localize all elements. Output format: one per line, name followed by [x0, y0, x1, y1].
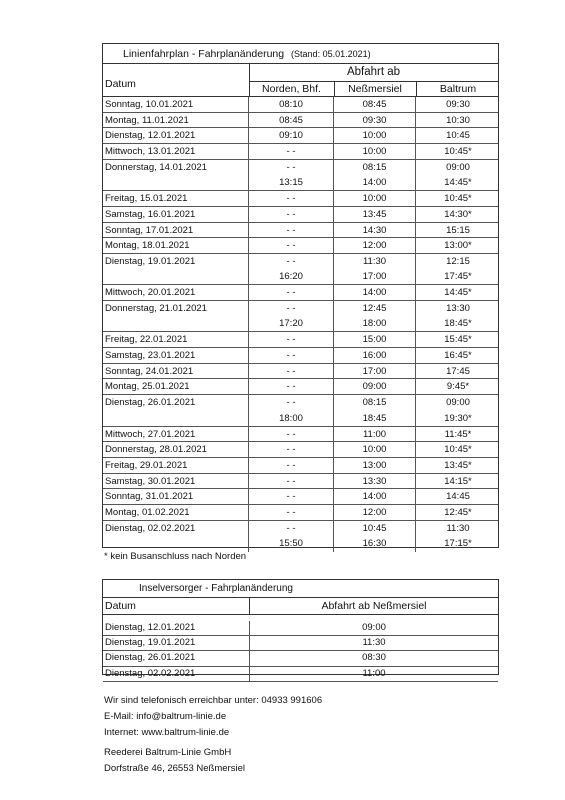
nessmersiel-time: 16:00 — [362, 350, 387, 362]
date-cell — [103, 521, 249, 552]
table-row — [103, 621, 498, 636]
baltrum-time-cell — [416, 285, 500, 300]
norden-time: - - — [286, 208, 296, 220]
norden-time-cell — [249, 427, 334, 442]
norden-time-cell — [249, 254, 334, 284]
norden-time: - - — [286, 365, 296, 377]
nessmersiel-time: 17:00 — [362, 365, 387, 377]
date-cell — [103, 442, 249, 457]
departure-time: 11:00 — [249, 667, 498, 681]
baltrum-time: 15:45* — [444, 334, 472, 346]
baltrum-time-cell — [416, 505, 500, 520]
date-text: Freitag, 15.01.2021 — [105, 193, 188, 205]
inselversorger-title: Inselversorger - Fahrplanänderung — [103, 580, 498, 598]
table-row — [103, 651, 498, 666]
norden-time: - - — [286, 506, 296, 518]
nessmersiel-time: 10:00 — [362, 130, 387, 142]
nessmersiel-time: 14:30 — [362, 224, 387, 236]
table-row — [103, 113, 498, 129]
table-row — [103, 458, 498, 474]
baltrum-time: 13:30 — [446, 302, 470, 314]
nessmersiel-time-cell — [334, 364, 416, 379]
header-datum: Datum — [105, 78, 136, 90]
norden-time-cell — [249, 395, 334, 425]
norden-time: - - — [286, 522, 296, 534]
main-title-text: Linienfahrplan - Fahrplanänderung — [123, 48, 285, 60]
header-col-norden: Norden, Bhf. — [262, 83, 321, 95]
nessmersiel-time: 10:00 — [362, 444, 387, 456]
nessmersiel-time-cell — [334, 489, 416, 504]
date-text: Sonntag, 17.01.2021 — [105, 224, 194, 236]
norden-time-cell — [249, 144, 334, 159]
date-cell — [103, 144, 249, 159]
norden-time: - - — [286, 193, 296, 205]
inselversorger-rows — [103, 615, 498, 682]
date-cell — [103, 128, 249, 143]
baltrum-time: 11:45* — [444, 428, 472, 440]
date-text: Mittwoch, 27.01.2021 — [105, 428, 196, 440]
nessmersiel-time: 11:30 — [362, 255, 387, 267]
nessmersiel-time-cell — [334, 160, 416, 190]
date-text: Sonntag, 10.01.2021 — [105, 99, 194, 110]
date-text: Mittwoch, 13.01.2021 — [105, 146, 196, 158]
norden-time: - - — [286, 459, 296, 471]
norden-time-cell — [249, 285, 334, 300]
date-text: Dienstag, 26.01.2021 — [105, 652, 196, 664]
baltrum-time: 13:00* — [444, 240, 472, 252]
nessmersiel-time: 11:00 — [362, 428, 387, 440]
nessmersiel-time-cell — [334, 332, 416, 347]
date-text: Mittwoch, 20.01.2021 — [105, 287, 196, 299]
norden-time: - - — [286, 381, 296, 393]
contact-block — [104, 693, 322, 741]
nessmersiel-time: 18:00 — [362, 318, 387, 330]
baltrum-time-cell — [416, 238, 500, 253]
table-row — [103, 489, 498, 505]
nessmersiel-time: 14:00 — [362, 491, 387, 503]
norden-time: - - — [286, 444, 296, 456]
date-text: Dienstag, 02.02.2021 — [105, 667, 196, 679]
nessmersiel-time-cell — [334, 128, 416, 143]
contact-email: E-Mail: info@baltrum-linie.de — [104, 711, 227, 722]
date-text: Freitag, 22.01.2021 — [105, 334, 188, 346]
norden-time: - - — [286, 475, 296, 487]
date-text: Dienstag, 19.01.2021 — [105, 637, 196, 649]
nessmersiel-time: 16:30 — [362, 538, 387, 550]
nessmersiel-time: 13:45 — [362, 208, 387, 220]
date-text: Samstag, 30.01.2021 — [105, 475, 196, 487]
nessmersiel-time: 10:00 — [362, 146, 387, 158]
table-row — [103, 348, 498, 364]
main-timetable-rows — [103, 97, 498, 552]
date-cell — [103, 395, 249, 425]
norden-time-cell — [249, 348, 334, 363]
header-abfahrt: Abfahrt ab — [249, 64, 498, 82]
table-row — [103, 285, 498, 301]
nessmersiel-time: 08:45 — [362, 99, 387, 110]
nessmersiel-time-cell — [334, 348, 416, 363]
norden-time: - - — [286, 397, 296, 409]
table-row — [103, 395, 498, 426]
contact-phone: Wir sind telefonisch erreichbar unter: 04933 991606 — [104, 695, 323, 706]
norden-time: - - — [286, 428, 296, 440]
norden-time: - - — [286, 255, 296, 267]
baltrum-time: 17:45 — [446, 365, 470, 377]
baltrum-time-cell — [416, 364, 500, 379]
nessmersiel-time: 17:00 — [362, 271, 387, 283]
baltrum-time: 10:45* — [444, 146, 472, 158]
table-row — [103, 379, 498, 395]
nessmersiel-time: 10:00 — [362, 193, 387, 205]
date-text: Dienstag, 12.01.2021 — [105, 622, 196, 633]
baltrum-time: 12:15 — [446, 255, 470, 267]
table-row — [103, 427, 498, 443]
date-text: Donnerstag, 28.01.2021 — [105, 444, 207, 456]
table-row — [103, 128, 498, 144]
norden-time-cell — [249, 489, 334, 504]
norden-time: - - — [286, 240, 296, 252]
baltrum-time: 15:15 — [446, 224, 470, 236]
nessmersiel-time: 12:00 — [362, 240, 387, 252]
table-row — [103, 207, 498, 223]
departure-time: 09:00 — [249, 621, 498, 635]
nessmersiel-time-cell — [334, 113, 416, 128]
baltrum-time-cell — [416, 427, 500, 442]
baltrum-time-cell — [416, 144, 500, 159]
norden-time-cell — [249, 458, 334, 473]
date-cell — [103, 223, 249, 238]
nessmersiel-time: 12:45 — [362, 302, 387, 314]
norden-time-cell — [249, 474, 334, 489]
baltrum-time: 10:45* — [444, 193, 472, 205]
baltrum-time: 14:45* — [444, 287, 472, 299]
nessmersiel-time: 08:15 — [362, 161, 387, 173]
nessmersiel-time: 10:45 — [362, 522, 387, 534]
norden-time: 09:10 — [279, 130, 303, 142]
baltrum-time-cell — [416, 113, 500, 128]
norden-time: 16:20 — [279, 271, 303, 283]
company-address: Dorfstraße 46, 26553 Neßmersiel — [104, 763, 245, 774]
baltrum-time: 17:15* — [444, 538, 472, 550]
nessmersiel-time-cell — [334, 285, 416, 300]
inselversorger-header-datum: Datum — [105, 600, 136, 612]
table-row — [103, 332, 498, 348]
norden-time: 08:45 — [279, 114, 303, 126]
date-text: Dienstag, 12.01.2021 — [105, 130, 196, 142]
header-col-baltrum: Baltrum — [439, 83, 477, 95]
baltrum-time: 09:00 — [446, 161, 470, 173]
date-cell — [103, 427, 249, 442]
nessmersiel-time-cell — [334, 505, 416, 520]
norden-time-cell — [249, 379, 334, 394]
baltrum-time: 10:45 — [446, 130, 470, 142]
baltrum-time-cell — [416, 395, 500, 425]
baltrum-time-cell — [416, 474, 500, 489]
date-text: Montag, 25.01.2021 — [105, 381, 190, 393]
date-cell — [103, 285, 249, 300]
inselversorger-header — [103, 598, 498, 615]
norden-time-cell — [249, 113, 334, 128]
norden-time-cell — [249, 128, 334, 143]
nessmersiel-time: 09:00 — [362, 381, 387, 393]
baltrum-time-cell — [416, 458, 500, 473]
nessmersiel-time: 08:15 — [362, 397, 387, 409]
norden-time-cell — [249, 364, 334, 379]
departure-time: 08:30 — [249, 651, 498, 665]
baltrum-time-cell — [416, 301, 500, 331]
date-cell — [103, 301, 249, 331]
norden-time: - - — [286, 491, 296, 503]
nessmersiel-time-cell — [334, 238, 416, 253]
norden-time: 17:20 — [279, 318, 303, 330]
norden-time-cell — [249, 505, 334, 520]
baltrum-time: 17:45* — [444, 271, 472, 283]
nessmersiel-time: 18:45 — [362, 412, 387, 424]
main-timetable — [102, 43, 499, 548]
table-row — [103, 442, 498, 458]
nessmersiel-time-cell — [334, 458, 416, 473]
nessmersiel-time-cell — [334, 521, 416, 552]
date-text: Montag, 11.01.2021 — [105, 114, 189, 126]
date-text: Samstag, 16.01.2021 — [105, 208, 196, 220]
baltrum-time: 18:45* — [444, 318, 472, 330]
date-cell — [103, 191, 249, 206]
date-cell — [103, 458, 249, 473]
norden-time: - - — [286, 334, 296, 346]
date-text: Samstag, 23.01.2021 — [105, 350, 196, 362]
table-row — [103, 97, 498, 113]
norden-time-cell — [249, 207, 334, 222]
nessmersiel-time-cell — [334, 301, 416, 331]
main-title-stand: (Stand: 05.01.2021) — [291, 49, 371, 59]
date-text: Dienstag, 19.01.2021 — [105, 255, 196, 267]
main-timetable-title — [103, 44, 498, 64]
date-cell — [103, 160, 249, 190]
date-cell — [103, 474, 249, 489]
date-cell — [103, 505, 249, 520]
departure-time: 11:30 — [249, 636, 498, 650]
baltrum-time: 16:45* — [444, 350, 472, 362]
date-cell — [103, 489, 249, 504]
norden-time: - - — [286, 161, 296, 173]
baltrum-time-cell — [416, 379, 500, 394]
baltrum-time-cell — [416, 191, 500, 206]
date-text: Montag, 01.02.2021 — [105, 506, 190, 518]
baltrum-time: 13:45* — [444, 459, 472, 471]
table-row — [103, 667, 498, 682]
date-cell — [103, 364, 249, 379]
baltrum-time: 14:15* — [444, 475, 472, 487]
norden-time-cell — [249, 223, 334, 238]
date-cell — [103, 97, 249, 112]
nessmersiel-time-cell — [334, 395, 416, 425]
date-cell — [103, 238, 249, 253]
norden-time: 08:10 — [279, 99, 303, 110]
date-cell — [103, 332, 249, 347]
date-text: Sonntag, 24.01.2021 — [105, 365, 194, 377]
norden-time-cell — [249, 442, 334, 457]
table-row — [103, 521, 498, 552]
norden-time-cell — [249, 97, 334, 112]
company-name: Reederei Baltrum-Linie GmbH — [104, 747, 232, 758]
norden-time: 13:15 — [279, 177, 303, 189]
table-row — [103, 191, 498, 207]
norden-time-cell — [249, 521, 334, 552]
baltrum-time: 10:45* — [444, 444, 472, 456]
date-cell — [103, 113, 249, 128]
norden-time: - - — [286, 146, 296, 158]
date-cell — [103, 254, 249, 284]
nessmersiel-time: 09:30 — [362, 114, 387, 126]
baltrum-time-cell — [416, 128, 500, 143]
norden-time: 15:50 — [279, 538, 303, 550]
baltrum-time: 12:45* — [444, 506, 472, 518]
baltrum-time-cell — [416, 489, 500, 504]
nessmersiel-time-cell — [334, 207, 416, 222]
date-text: Montag, 18.01.2021 — [105, 240, 190, 252]
norden-time-cell — [249, 160, 334, 190]
baltrum-time: 9:45* — [446, 381, 470, 393]
nessmersiel-time-cell — [334, 254, 416, 284]
date-cell — [103, 348, 249, 363]
table-row — [103, 301, 498, 332]
table-row — [103, 636, 498, 651]
table-row — [103, 474, 498, 490]
table-row — [103, 144, 498, 160]
baltrum-time: 14:45 — [446, 491, 470, 503]
norden-time-cell — [249, 332, 334, 347]
footnote: * kein Busanschluss nach Norden — [104, 551, 247, 562]
norden-time: 18:00 — [279, 412, 303, 424]
baltrum-time: 10:30 — [446, 114, 470, 126]
date-text: Freitag, 29.01.2021 — [105, 459, 188, 471]
nessmersiel-time: 12:00 — [362, 506, 387, 518]
norden-time-cell — [249, 301, 334, 331]
nessmersiel-time: 15:00 — [362, 334, 387, 346]
table-row — [103, 160, 498, 191]
header-col-nessmersiel: Neßmersiel — [348, 83, 402, 95]
date-text: Dienstag, 26.01.2021 — [105, 397, 196, 409]
date-text: Donnerstag, 14.01.2021 — [105, 161, 207, 173]
baltrum-time: 11:30 — [446, 522, 470, 534]
baltrum-time-cell — [416, 160, 500, 190]
baltrum-time-cell — [416, 521, 500, 552]
nessmersiel-time-cell — [334, 442, 416, 457]
table-row — [103, 254, 498, 285]
contact-web: Internet: www.baltrum-linie.de — [104, 727, 230, 738]
date-cell — [103, 379, 249, 394]
baltrum-time: 14:45* — [444, 177, 472, 189]
baltrum-time-cell — [416, 97, 500, 112]
norden-time: - - — [286, 224, 296, 236]
baltrum-time-cell — [416, 332, 500, 347]
table-row — [103, 223, 498, 239]
table-row — [103, 505, 498, 521]
baltrum-time: 09:30 — [446, 99, 470, 110]
nessmersiel-time-cell — [334, 97, 416, 112]
norden-time-cell — [249, 191, 334, 206]
main-timetable-header — [103, 64, 498, 97]
baltrum-time: 09:00 — [446, 397, 470, 409]
baltrum-time-cell — [416, 254, 500, 284]
table-row — [103, 238, 498, 254]
company-block — [104, 745, 245, 777]
norden-time: - - — [286, 302, 296, 314]
table-row — [103, 364, 498, 380]
nessmersiel-time-cell — [334, 144, 416, 159]
norden-time-cell — [249, 238, 334, 253]
nessmersiel-time-cell — [334, 427, 416, 442]
inselversorger-table — [102, 579, 499, 679]
nessmersiel-time: 13:30 — [362, 475, 387, 487]
date-text: Donnerstag, 21.01.2021 — [105, 302, 207, 314]
date-cell — [103, 207, 249, 222]
baltrum-time: 14:30* — [444, 208, 472, 220]
norden-time: - - — [286, 350, 296, 362]
baltrum-time-cell — [416, 223, 500, 238]
nessmersiel-time-cell — [334, 191, 416, 206]
nessmersiel-time-cell — [334, 379, 416, 394]
date-text: Dienstag, 02.02.2021 — [105, 522, 196, 534]
inselversorger-header-abfahrt: Abfahrt ab Neßmersiel — [249, 598, 498, 614]
baltrum-time-cell — [416, 348, 500, 363]
nessmersiel-time: 13:00 — [362, 459, 387, 471]
nessmersiel-time: 14:00 — [362, 177, 387, 189]
date-text: Sonntag, 31.01.2021 — [105, 491, 194, 503]
nessmersiel-time-cell — [334, 223, 416, 238]
nessmersiel-time: 14:00 — [362, 287, 387, 299]
norden-time: - - — [286, 287, 296, 299]
baltrum-time: 19:30* — [444, 412, 472, 424]
nessmersiel-time-cell — [334, 474, 416, 489]
baltrum-time-cell — [416, 442, 500, 457]
baltrum-time-cell — [416, 207, 500, 222]
